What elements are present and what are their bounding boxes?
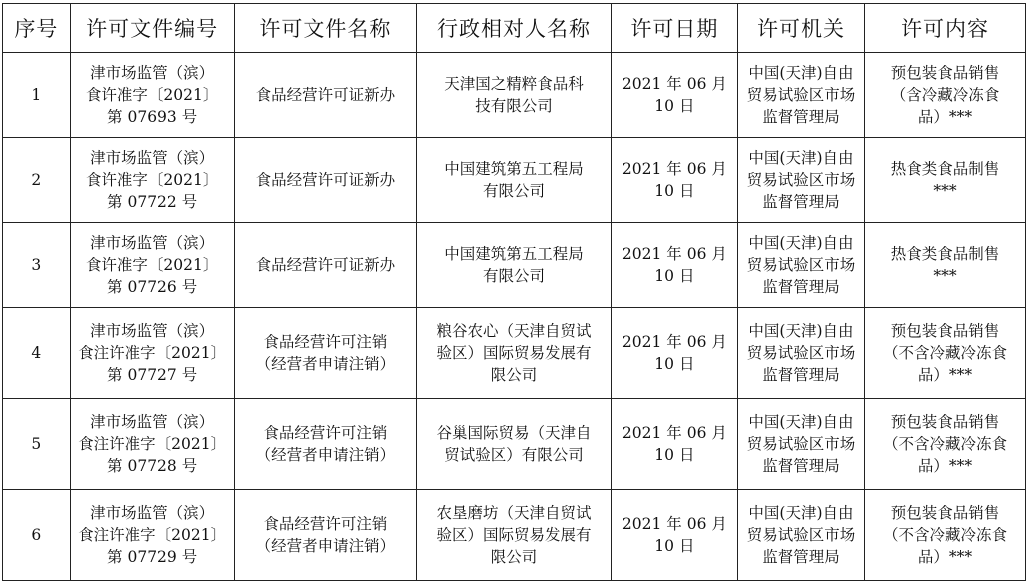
license-file-no-line: 食许准字〔2021〕: [85, 171, 219, 189]
license-file-no-line: 津市场监管（滨）: [90, 64, 215, 82]
license-file-no-line: 第 07722 号: [107, 193, 198, 211]
administrative-party-line: 天津国之精粹食品科: [444, 75, 584, 93]
license-file-no-cell: [70, 399, 234, 490]
license-authority-cell: [737, 138, 864, 223]
license-authority-line: 监督管理局: [762, 366, 840, 384]
license-file-no-line: 第 07728 号: [107, 457, 198, 475]
license-file-no-line: 津市场监管（滨）: [90, 504, 215, 522]
administrative-party-line: 谷巢国际贸易（天津自: [436, 424, 592, 442]
license-file-name-line: 食品经营许可注销: [263, 424, 388, 442]
license-content-line: 预包装食品销售: [890, 413, 1000, 431]
license-content-cell: [865, 490, 1026, 581]
license-file-no-line: 第 07726 号: [107, 278, 198, 296]
license-file-no-line: 津市场监管（滨）: [90, 413, 215, 431]
header-license-file-name: 许可文件名称: [234, 4, 416, 53]
license-file-name-line: 食品经营许可注销: [263, 515, 388, 533]
license-file-name-line: 食品经营许可证新办: [255, 86, 396, 104]
license-file-no-line: 食注许准字〔2021〕: [78, 344, 227, 362]
table-body: [3, 53, 1026, 581]
license-file-no-line: 津市场监管（滨）: [90, 322, 215, 340]
header-serial-no: 序号: [3, 4, 71, 53]
license-file-no-line: 第 07727 号: [107, 366, 198, 384]
administrative-party-cell: [417, 308, 612, 399]
header-administrative-party: 行政相对人名称: [417, 4, 612, 53]
administrative-party-line: 技有限公司: [475, 97, 553, 115]
administrative-party-cell: [417, 223, 612, 308]
license-authority-line: 中国(天津)自由: [748, 413, 854, 431]
license-date-line: 2021 年 06 月: [621, 245, 727, 263]
serial-no-cell: 1: [3, 53, 71, 138]
license-content-line: （不含冷藏冷冻食: [883, 344, 1008, 362]
license-file-name-line: 食品经营许可注销: [263, 333, 388, 351]
license-file-no-cell: [70, 138, 234, 223]
license-authority-line: 贸易试验区市场: [746, 526, 856, 544]
license-file-name-line: （经营者申请注销）: [255, 537, 396, 555]
license-file-no-line: 食注许准字〔2021〕: [78, 435, 227, 453]
license-authority-cell: [737, 490, 864, 581]
license-authority-cell: [737, 223, 864, 308]
administrative-party-line: 中国建筑第五工程局: [444, 245, 584, 263]
administrative-party-cell: [417, 490, 612, 581]
serial-no-cell: 6: [3, 490, 71, 581]
license-content-line: （不含冷藏冷冻食: [883, 435, 1008, 453]
license-file-no-line: 第 07693 号: [107, 108, 198, 126]
license-content-line: 预包装食品销售: [890, 64, 1000, 82]
license-date-line: 2021 年 06 月: [621, 515, 727, 533]
serial-no-cell: 3: [3, 223, 71, 308]
license-file-no-line: 第 07729 号: [107, 548, 198, 566]
license-file-name-line: （经营者申请注销）: [255, 355, 396, 373]
license-authority-line: 监督管理局: [762, 278, 840, 296]
license-date-cell: [611, 223, 737, 308]
license-file-no-line: 津市场监管（滨）: [90, 234, 215, 252]
license-content-cell: [865, 138, 1026, 223]
license-content-line: 品）***: [917, 108, 973, 126]
administrative-party-line: 有限公司: [482, 182, 545, 200]
serial-no-cell: 5: [3, 399, 71, 490]
header-license-date: 许可日期: [611, 4, 737, 53]
license-authority-line: 中国(天津)自由: [748, 149, 854, 167]
license-authority-cell: [737, 399, 864, 490]
license-content-cell: [865, 223, 1026, 308]
license-content-line: ***: [933, 267, 957, 285]
license-date-line: 10 日: [654, 97, 695, 115]
license-date-cell: [611, 53, 737, 138]
administrative-party-line: 限公司: [490, 548, 538, 566]
license-date-line: 2021 年 06 月: [621, 424, 727, 442]
license-date-line: 2021 年 06 月: [621, 160, 727, 178]
license-content-line: （含冷藏冷冻食: [890, 86, 1000, 104]
administrative-party-line: 贸试验区）有限公司: [444, 446, 584, 464]
license-authority-line: 中国(天津)自由: [748, 504, 854, 522]
license-authority-line: 监督管理局: [762, 457, 840, 475]
license-content-cell: [865, 53, 1026, 138]
header-license-file-no: 许可文件编号: [70, 4, 234, 53]
license-file-no-cell: [70, 490, 234, 581]
license-file-no-line: 食许准字〔2021〕: [85, 86, 219, 104]
license-file-no-line: 食许准字〔2021〕: [85, 256, 219, 274]
license-authority-line: 贸易试验区市场: [746, 86, 856, 104]
license-file-name-line: 食品经营许可证新办: [255, 256, 396, 274]
license-authority-line: 贸易试验区市场: [746, 171, 856, 189]
license-file-name-line: （经营者申请注销）: [255, 446, 396, 464]
license-content-cell: [865, 308, 1026, 399]
license-authority-cell: [737, 53, 864, 138]
license-file-name-line: 食品经营许可证新办: [255, 171, 396, 189]
license-date-line: 2021 年 06 月: [621, 333, 727, 351]
license-file-name-cell: [234, 399, 416, 490]
license-date-line: 10 日: [654, 537, 695, 555]
table-row: [3, 138, 1026, 223]
serial-no-cell: 2: [3, 138, 71, 223]
license-authority-line: 贸易试验区市场: [746, 435, 856, 453]
header-row: [3, 4, 1026, 53]
administrative-party-line: 农垦磨坊（天津自贸试: [436, 504, 592, 522]
license-file-no-cell: [70, 308, 234, 399]
license-file-name-cell: [234, 308, 416, 399]
license-content-line: 预包装食品销售: [890, 504, 1000, 522]
license-authority-line: 中国(天津)自由: [748, 234, 854, 252]
license-authority-line: 贸易试验区市场: [746, 344, 856, 362]
administrative-party-cell: [417, 399, 612, 490]
license-authority-line: 贸易试验区市场: [746, 256, 856, 274]
license-date-cell: [611, 490, 737, 581]
license-content-cell: [865, 399, 1026, 490]
administrative-party-line: 验区）国际贸易发展有: [436, 526, 592, 544]
license-file-no-cell: [70, 53, 234, 138]
license-content-line: ***: [933, 182, 957, 200]
license-content-line: 预包装食品销售: [890, 322, 1000, 340]
license-file-name-cell: [234, 490, 416, 581]
license-content-line: 品）***: [917, 366, 973, 384]
license-content-line: （不含冷藏冷冻食: [883, 526, 1008, 544]
administrative-party-cell: [417, 53, 612, 138]
license-date-line: 10 日: [654, 267, 695, 285]
license-date-line: 10 日: [654, 446, 695, 464]
license-file-name-cell: [234, 223, 416, 308]
table-row: [3, 223, 1026, 308]
license-authority-line: 监督管理局: [762, 548, 840, 566]
license-content-line: 热食类食品制售: [890, 160, 1000, 178]
license-authority-line: 监督管理局: [762, 108, 840, 126]
table-row: [3, 399, 1026, 490]
license-file-name-cell: [234, 53, 416, 138]
administrative-party-line: 验区）国际贸易发展有: [436, 344, 592, 362]
license-date-cell: [611, 138, 737, 223]
table-row: [3, 308, 1026, 399]
serial-no-cell: 4: [3, 308, 71, 399]
table-row: [3, 53, 1026, 138]
table-row: [3, 490, 1026, 581]
license-date-line: 10 日: [654, 182, 695, 200]
administrative-party-line: 有限公司: [482, 267, 545, 285]
license-content-line: 品）***: [917, 548, 973, 566]
license-file-no-line: 食注许准字〔2021〕: [78, 526, 227, 544]
license-file-no-cell: [70, 223, 234, 308]
administrative-party-line: 中国建筑第五工程局: [444, 160, 584, 178]
license-date-cell: [611, 308, 737, 399]
license-authority-line: 中国(天津)自由: [748, 322, 854, 340]
license-date-line: 2021 年 06 月: [621, 75, 727, 93]
license-date-cell: [611, 399, 737, 490]
license-authority-line: 中国(天津)自由: [748, 64, 854, 82]
license-date-line: 10 日: [654, 355, 695, 373]
header-license-content: 许可内容: [865, 4, 1026, 53]
license-content-line: 热食类食品制售: [890, 245, 1000, 263]
license-table: [2, 3, 1026, 581]
license-file-no-line: 津市场监管（滨）: [90, 149, 215, 167]
administrative-party-line: 粮谷农心（天津自贸试: [436, 322, 592, 340]
header-license-authority: 许可机关: [737, 4, 864, 53]
administrative-party-cell: [417, 138, 612, 223]
license-authority-cell: [737, 308, 864, 399]
license-content-line: 品）***: [917, 457, 973, 475]
license-file-name-cell: [234, 138, 416, 223]
administrative-party-line: 限公司: [490, 366, 538, 384]
license-authority-line: 监督管理局: [762, 193, 840, 211]
